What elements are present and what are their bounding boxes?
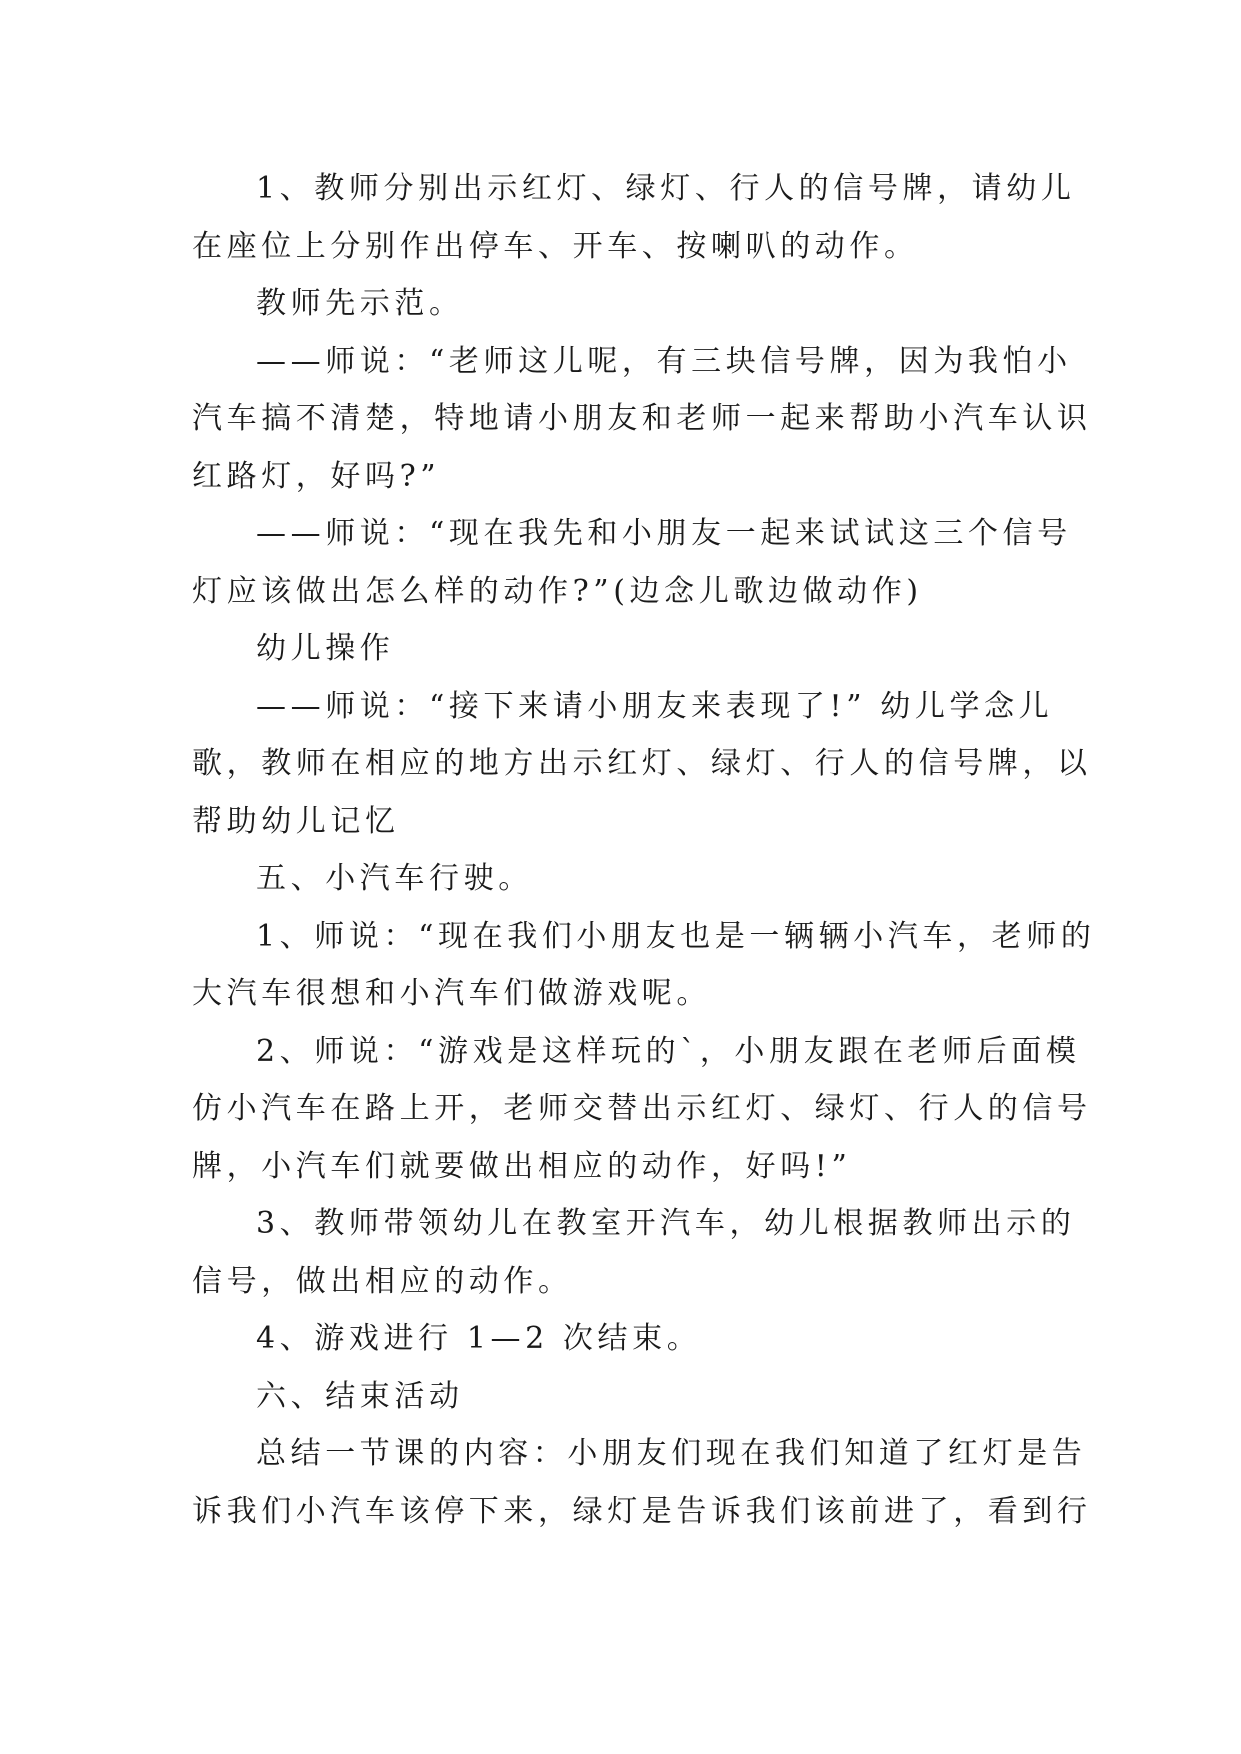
text-line: ——师说：“接下来请小朋友来表现了!” 幼儿学念儿 <box>256 688 1054 724</box>
text-line: 汽车搞不清楚，特地请小朋友和老师一起来帮助小汽车认识 <box>192 401 1092 436</box>
text-line: 诉我们小汽车该停下来，绿灯是告诉我们该前进了，看到行 <box>192 1493 1092 1529</box>
text-line: 帮助幼儿记忆 <box>192 803 400 839</box>
text-line: ——师说：“现在我先和小朋友一起来试试这三个信号 <box>256 516 1072 551</box>
text-line: 灯应该做出怎么样的动作?”(边念儿歌边做动作) <box>192 573 923 609</box>
text-line: 歌，教师在相应的地方出示红灯、绿灯、行人的信号牌，以 <box>192 746 1092 781</box>
text-line: 红路灯，好吗?” <box>192 458 441 494</box>
text-line: 2、师说：“游戏是这样玩的`，小朋友跟在老师后面模 <box>256 1033 1081 1069</box>
text-line: 4、游戏进行 1—2 次结束。 <box>256 1321 702 1356</box>
text-line: 总结一节课的内容：小朋友们现在我们知道了红灯是告 <box>256 1436 1087 1471</box>
text-line: 1、师说：“现在我们小朋友也是一辆辆小汽车，老师的 <box>256 918 1096 954</box>
text-line: 3、教师带领幼儿在教室开汽车，幼儿根据教师出示的 <box>256 1206 1076 1241</box>
text-line: 在座位上分别作出停车、开车、按喇叭的动作。 <box>192 228 919 264</box>
text-line: 牌，小汽车们就要做出相应的动作，好吗!” <box>192 1148 852 1184</box>
text-line: 1、教师分别出示红灯、绿灯、行人的信号牌，请幼儿 <box>256 171 1076 206</box>
text-line: ——师说：“老师这儿呢，有三块信号牌，因为我怕小 <box>256 343 1072 379</box>
document-body <box>192 160 1096 1540</box>
text-line: 教师先示范。 <box>256 286 464 321</box>
section-heading: 五、小汽车行驶。 <box>256 861 533 896</box>
text-line: 幼儿操作 <box>256 631 395 666</box>
text-line: 仿小汽车在路上开，老师交替出示红灯、绿灯、行人的信号 <box>192 1091 1092 1126</box>
text-line: 大汽车很想和小汽车们做游戏呢。 <box>192 976 711 1011</box>
text-line: 信号，做出相应的动作。 <box>192 1263 573 1299</box>
section-heading: 六、结束活动 <box>256 1378 464 1414</box>
